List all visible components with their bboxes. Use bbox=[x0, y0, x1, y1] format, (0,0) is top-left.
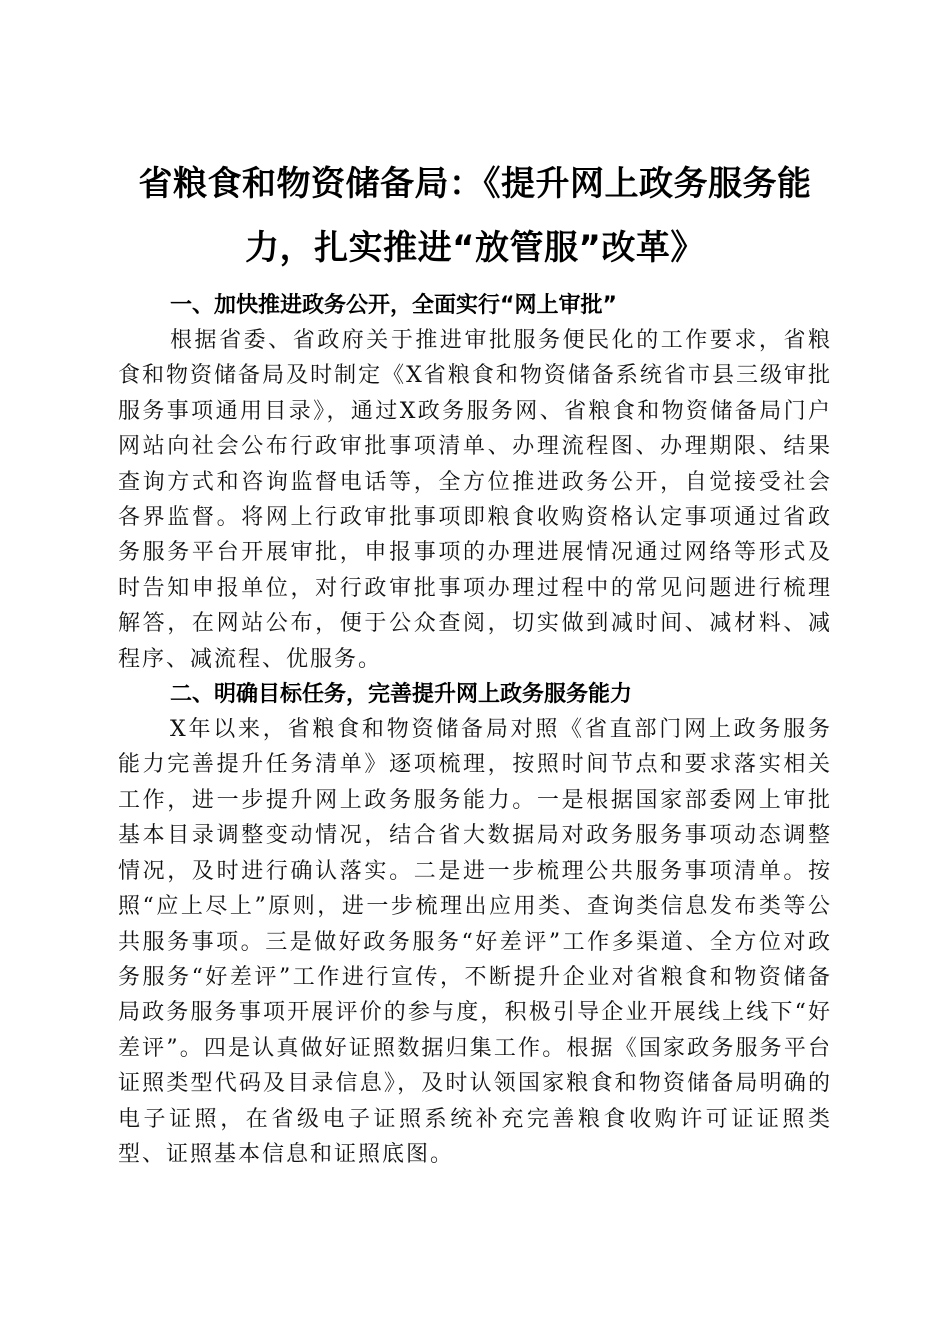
section-heading-1: 一、加快推进政务公开，全面实行“网上审批” bbox=[170, 293, 617, 318]
document-body bbox=[118, 288, 832, 1172]
section-heading-2: 二、明确目标任务，完善提升网上政务服务能力 bbox=[170, 682, 633, 708]
section-paragraph-1: 根据省委、省政府关于推进审批服务便民化的工作要求，省粮食和物资储备局及时制定《X省粮食和物资储备系统省市县三级审批服务事项通用目录》，通过X政务服务网、省粮食和物资储备局门户网站向社会公布行政审批事项清单、办理流程图、办理期限、结果查询方式和咨询监督电话等，全方位推进政务公开，自觉接受社会各界监督。将网上行政审批事项即粮食收购资格认定事项通过省政务服务平台开展审批，申报事项的办理进展情况通过网络等形式及时告知申报单位，对行政审批事项办理过程中的常见问题进行梳理解答，在网站公布，便于公众查阅，切实做到减时间、减材料、减程序、减流程、优服务。 bbox=[118, 328, 832, 672]
section-paragraph-2: X年以来，省粮食和物资储备局对照《省直部门网上政务服务能力完善提升任务清单》逐项梳理，按照时间节点和要求落实相关工作，进一步提升网上政务服务能力。一是根据国家部委网上审批基本目录调整变动情况，结合省大数据局对政务服务事项动态调整情况，及时进行确认落实。二是进一步梳理公共服务事项清单。按照“应上尽上”原则，进一步梳理出应用类、查询类信息发布类等公共服务事项。三是做好政务服务“好差评”工作多渠道、全方位对政务服务“好差评”工作进行宣传，不断提升企业对省粮食和物资储备局政务服务事项开展评价的参与度，积极引导企业开展线上线下“好差评”。四是认真做好证照数据归集工作。根据《国家政务服务平台证照类型代码及目录信息》，及时认领国家粮食和物资储备局明确的电子证照，在省级电子证照系统补充完善粮食收购许可证证照类型、证照基本信息和证照底图。 bbox=[118, 717, 832, 1167]
document-title: 省粮食和物资储备局：《提升网上政务服务能力，扎实推进“放管服”改革》 bbox=[138, 164, 812, 268]
